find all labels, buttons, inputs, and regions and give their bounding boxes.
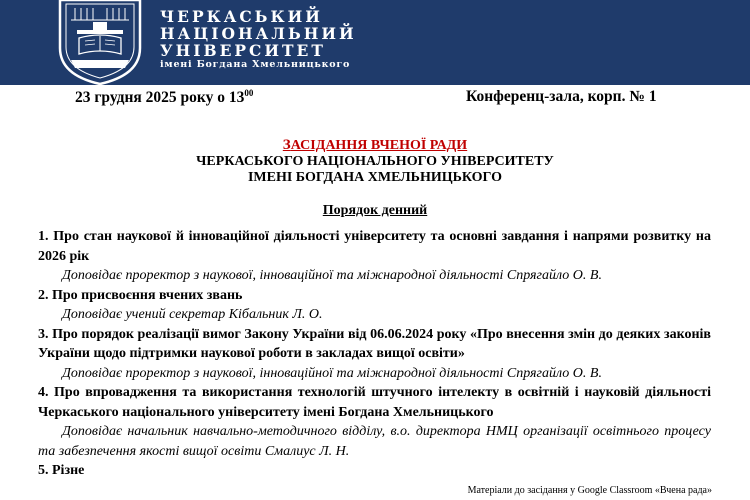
footer-note: Матеріали до засідання у Google Classroom «Вчена рада» xyxy=(467,485,712,496)
agenda-speaker-2: Доповідає учений секретар Кібальник Л. О. xyxy=(62,307,323,322)
agenda-item-1: 1. Про стан наукової й інноваційної діяльності університету та основні завдання і напрями розвитку на 2026 рік xyxy=(38,229,711,264)
meeting-time-minutes: 00 xyxy=(244,88,254,98)
meeting-location: Конференц-зала, корп. № 1 xyxy=(466,88,657,105)
meeting-date-text: 23 грудня 2025 року о 13 xyxy=(75,89,245,107)
title-line3: ІМЕНІ БОГДАНА ХМЕЛЬНИЦЬКОГО xyxy=(247,170,503,185)
header-banner xyxy=(0,0,750,85)
meeting-date xyxy=(75,88,253,107)
university-line2: НАЦІОНАЛЬНИЙ xyxy=(160,24,357,43)
university-line1: ЧЕРКАСЬКИЙ xyxy=(160,7,323,26)
university-line3: УНІВЕРСИТЕТ xyxy=(160,41,326,60)
document-title xyxy=(0,137,750,154)
agenda-list xyxy=(38,227,711,481)
agenda-item-5: 5. Різне xyxy=(38,463,85,478)
title-rest: АСІДАННЯ ВЧЕНОЇ РАДИ xyxy=(290,138,468,153)
title-line2: ЧЕРКАСЬКОГО НАЦІОНАЛЬНОГО УНІВЕРСИТЕТУ xyxy=(196,154,554,169)
university-name xyxy=(160,8,357,71)
university-crest-icon xyxy=(55,0,145,85)
agenda-item-2: 2. Про присвоєння вчених звань xyxy=(38,287,243,303)
agenda-speaker-4: Доповідає начальник навчально-методичного відділу, в.о. директора НМЦ організації освітнього процесу та забезпечення якості вищої освіти Смалиус Л. Н. xyxy=(38,424,711,459)
university-line4: імені Богдана Хмельницького xyxy=(160,59,351,70)
title-first-letter: З xyxy=(282,137,291,153)
agenda-item-4: 4. Про впровадження та використання технологій штучного інтелекту в освітній і науковій діяльності Черкаського національного університету імені Богдана Хмельницького xyxy=(38,385,711,420)
agenda-speaker-1: Доповідає проректор з наукової, інноваційної та міжнародної діяльності Спрягайло О. В. xyxy=(62,268,602,283)
agenda-speaker-3: Доповідає проректор з наукової, інноваційної та міжнародної діяльності Спрягайло О. В. xyxy=(62,365,602,381)
agenda-heading: Порядок денний xyxy=(322,203,428,218)
agenda-item-3: 3. Про порядок реалізації вимог Закону України від 06.06.2024 року «Про внесення змін до деяких законів України щодо підтримки наукової роботи в закладах вищої освіти» xyxy=(38,326,711,361)
